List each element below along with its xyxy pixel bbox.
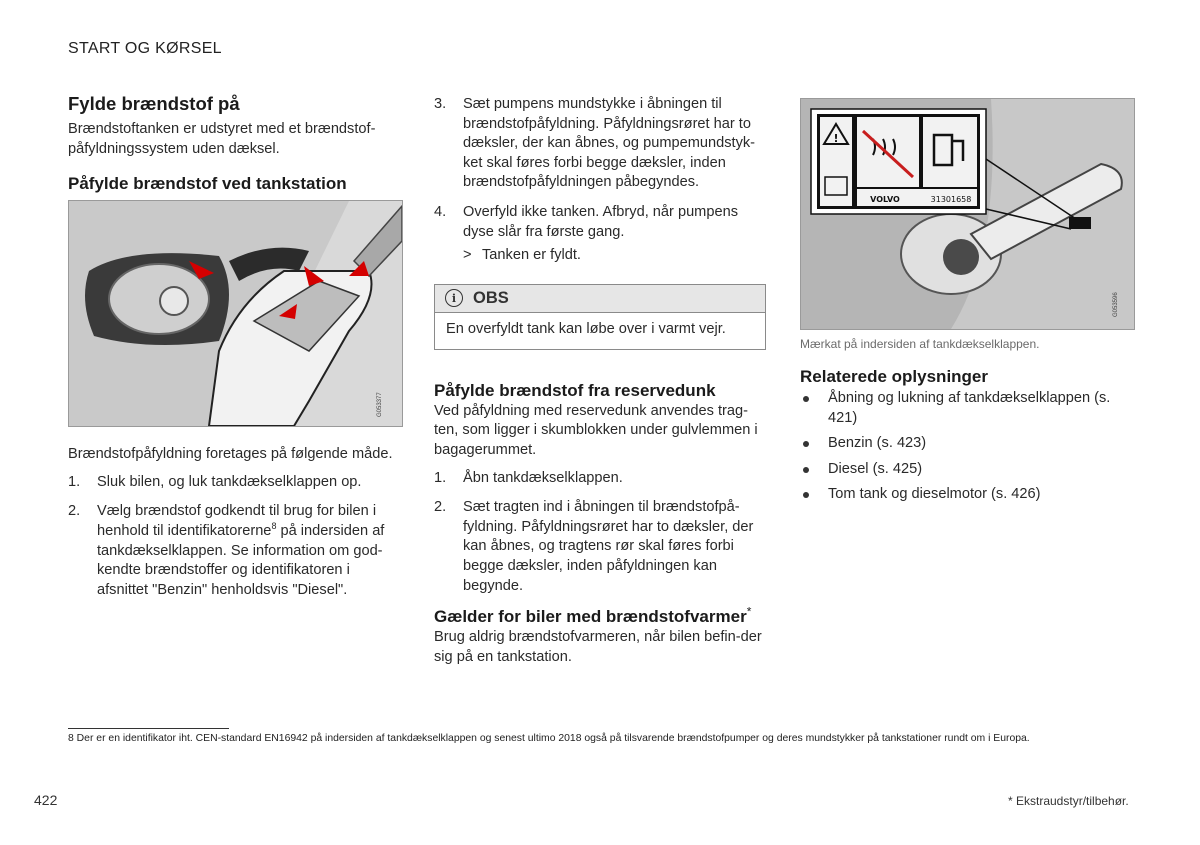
label-number: 31301658: [930, 195, 972, 204]
bullet-icon: [803, 467, 809, 473]
extra-equipment-note: * Ekstraudstyr/tilbehør.: [1008, 794, 1129, 808]
list-item: 2. Sæt tragten ind i åbningen til brændstofpå-fyldning. Påfyldningsrøret har to dæksler, der kan åbnes, og tragtens rør skal føres forbi begge dæksler, inden påfyldningen kan begynde.: [434, 499, 754, 594]
intro-text: Brændstoftanken er udstyret med et brændstof-påfyldningssystem uden dæksel.: [68, 121, 376, 157]
page-title: Fylde brændstof på: [68, 93, 240, 114]
list-item: 1. Åbn tankdækselklappen.: [434, 469, 623, 486]
subtitle-reserve: Påfylde brændstof fra reservedunk: [434, 380, 716, 400]
related-link-3[interactable]: Diesel (s. 425): [800, 460, 1135, 480]
list-item: 2. Vælg brændstof godkendt til brug for bilen i henhold til identifikatorerne$^8$ på indersiden af tankdækselklappen. Se information om god-kendte brændstoffer og identifikatoren i afsnittet "Benzin" henholdsvis "Diesel".: [68, 503, 385, 598]
footnote-divider: [68, 728, 229, 729]
steps-list-3: [434, 469, 766, 597]
page-number: 422: [34, 792, 58, 808]
figure-caption: Mærkat på indersiden af tankdækselklappen.: [800, 337, 1040, 351]
list-item: 3. Sæt pumpens mundstykke i åbningen til brændstofpåfyldning. Påfyldningsrøret har to dæksler, der kan åbnes, og pumpemundstyk-ket skal føres forbi begge dæksler, inden brændstofpåfyldningen påbegyndes.: [434, 96, 756, 191]
related-title: Relaterede oplysninger: [800, 367, 989, 386]
column-left: [68, 92, 403, 610]
fuel-label-photo: [800, 98, 1135, 330]
figure-code: G053596: [1113, 292, 1119, 317]
bullet-icon: [803, 441, 809, 447]
fuel-filler-drawing: [69, 201, 402, 426]
heater-text: Brug aldrig brændstofvarmeren, når bilen befin-der sig på en tankstation.: [434, 629, 762, 665]
label-brand: VOLVO: [870, 195, 900, 204]
figure-code: G053377: [377, 392, 383, 418]
lead-text: Brændstofpåfyldning foretages på følgende måde.: [68, 446, 393, 463]
svg-text:!: !: [833, 132, 839, 145]
info-icon: i: [445, 289, 463, 307]
asterisk-mark: *: [746, 604, 752, 619]
column-middle: [434, 95, 766, 667]
related-link-1[interactable]: Åbning og lukning af tankdækselklappen (s. 421): [800, 389, 1135, 428]
footnote: 8 Der er en identifikator iht. CEN-standard EN16942 på indersiden af tankdækselklappen og senest ultimo 2018 også på tilsvarende brændstofpumper og deres mundstykker på tankstationer rundt om i Europa.: [68, 733, 1030, 744]
steps-list-1: [68, 473, 403, 601]
reserve-text: Ved påfyldning med reservedunk anvendes trag-ten, som ligger i skumblokken under gulvlemmen i bagagerummet.: [434, 402, 758, 458]
section-header: START OG KØRSEL: [68, 40, 222, 57]
list-item: 4. Overfyld ikke tanken. Afbryd, når pumpens dyse slår fra første gang.: [434, 203, 738, 240]
note-box: [434, 284, 766, 350]
steps-list-2: [434, 95, 766, 242]
related-link-4[interactable]: Tom tank og dieselmotor (s. 426): [800, 485, 1135, 505]
bullet-icon: [803, 492, 809, 498]
step-result: > Tanken er fyldt.: [463, 247, 581, 264]
list-item: 1. Sluk bilen, og luk tankdækselklappen op.: [68, 473, 362, 490]
column-right: [800, 98, 1135, 511]
subtitle-heater: Gælder for biler med brændstofvarmer*: [434, 604, 752, 627]
bullet-icon: [803, 396, 809, 402]
fuel-filler-illustration: [68, 200, 403, 427]
note-header: i OBS: [435, 285, 765, 313]
related-link-2[interactable]: Benzin (s. 423): [800, 434, 1135, 454]
fuel-label-drawing: [801, 99, 1134, 329]
subtitle-tankstation: Påfylde brændstof ved tankstation: [68, 174, 347, 194]
note-body: En overfyldt tank kan løbe over i varmt vejr.: [446, 320, 726, 337]
footnote-ref[interactable]: 8: [271, 521, 277, 532]
related-list: [800, 389, 1135, 505]
